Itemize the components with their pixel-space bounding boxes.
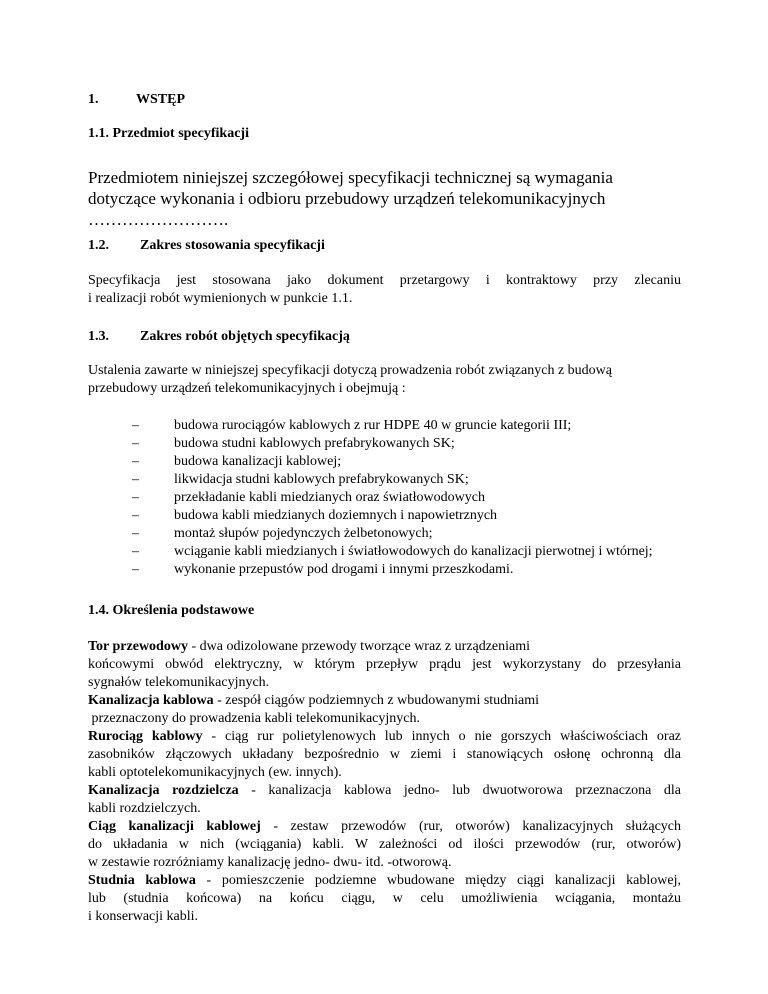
section-1-heading [88, 92, 185, 108]
section-number: 1. [88, 92, 99, 107]
section-1-1-heading: 1.1. Przedmiot specyfikacji [88, 126, 249, 141]
list-item: – przekładanie kabli miedzianych oraz światłowodowych [132, 490, 485, 505]
definition: Kanalizacja rozdzielcza - kanalizacja kablowa jedno- lub dwuotworowa przeznaczona dla kabli rozdzielczych. [88, 783, 682, 816]
section-title: WSTĘP [136, 92, 186, 107]
works-list [132, 417, 681, 579]
section-1-4-heading: 1.4. Określenia podstawowe [88, 603, 255, 618]
list-item: – budowa kabli miedzianych doziemnych i napowietrznych [132, 508, 498, 523]
section-1-2-body: Specyfikacja jest stosowana jako dokument przetargowy i kontraktowy przy zlecaniu i realizacji robót wymienionych w punkcie 1.1. [88, 273, 681, 306]
list-item: – wciąganie kabli miedzianych i światłowodowych do kanalizacji pierwotnej i wtórnej; [132, 544, 653, 559]
definition: Kanalizacja kablowa - zespół ciągów podziemnych z wbudowanymi studniami przeznaczony do prowadzenia kabli telekomunikacyjnych. [88, 693, 540, 726]
list-item: – budowa kanalizacji kablowej; [132, 454, 342, 469]
definition: Ciąg kanalizacji kablowej - zestaw przewodów (rur, otworów) kanalizacyjnych służących do układania w nich (wciągania) kabli. W zależności od ilości przewodów (rur, otworów) w zestawie rozróżniamy kanalizację jedno- dwu- itd. -otworową. [88, 819, 681, 870]
definition: Studnia kablowa - pomieszczenie podziemne wbudowane między ciągi kanalizacji kablowej, lub (studnia końcowa) na końcu ciągu, w celu umożliwienia wciągania, montażu i konserwacji kabli. [88, 873, 681, 924]
section-1-3-heading: 1.3. Zakres robót objętych specyfikacją [88, 329, 350, 344]
list-item: – wykonanie przepustów pod drogami i innymi przeszkodami. [132, 562, 514, 577]
definitions [88, 638, 681, 926]
definition-term: Studnia kablowa [88, 873, 196, 888]
section-1-3-body: Ustalenia zawarte w niniejszej specyfikacji dotyczą prowadzenia robót związanych z budową przebudowy urządzeń telekomunikacyjnych i obejmują : [88, 363, 612, 396]
definition-term: Tor przewodowy [88, 639, 188, 654]
section-1-1-body: Przedmiotem niniejszej szczegółowej specyfikacji technicznej są wymagania dotyczące wykonania i odbioru przebudowy urządzeń telekomunikacyjnych ……………………. [88, 168, 613, 229]
list-item: – montaż słupów pojedynczych żelbetonowych; [132, 526, 433, 541]
list-item: – budowa rurociągów kablowych z rur HDPE 40 w gruncie kategorii III; [132, 418, 572, 433]
definition-term: Kanalizacja kablowa [88, 693, 214, 708]
definition-term: Kanalizacja rozdzielcza [88, 783, 239, 798]
definition: Tor przewodowy - dwa odizolowane przewody tworzące wraz z urządzeniami końcowymi obwód elektryczny, w którym przepływ prądu jest wykorzystany do przesyłania sygnałów telekomunikacyjnych. [88, 639, 681, 690]
definition-term: Ciąg kanalizacji kablowej [88, 819, 261, 834]
definition: Rurociąg kablowy - ciąg rur polietylenowych lub innych o nie gorszych właściwościach oraz zasobników złączowych układany bezpośrednio w ziemi i stanowiących osłonę ochronną dla kabli optotelekomunikacyjnych (ew. innych). [88, 729, 681, 780]
list-item: – budowa studni kablowych prefabrykowanych SK; [132, 436, 455, 451]
section-1-2-heading: 1.2. Zakres stosowania specyfikacji [88, 238, 325, 253]
definition-term: Rurociąg kablowy [88, 729, 203, 744]
list-item: – likwidacja studni kablowych prefabrykowanych SK; [132, 472, 469, 487]
